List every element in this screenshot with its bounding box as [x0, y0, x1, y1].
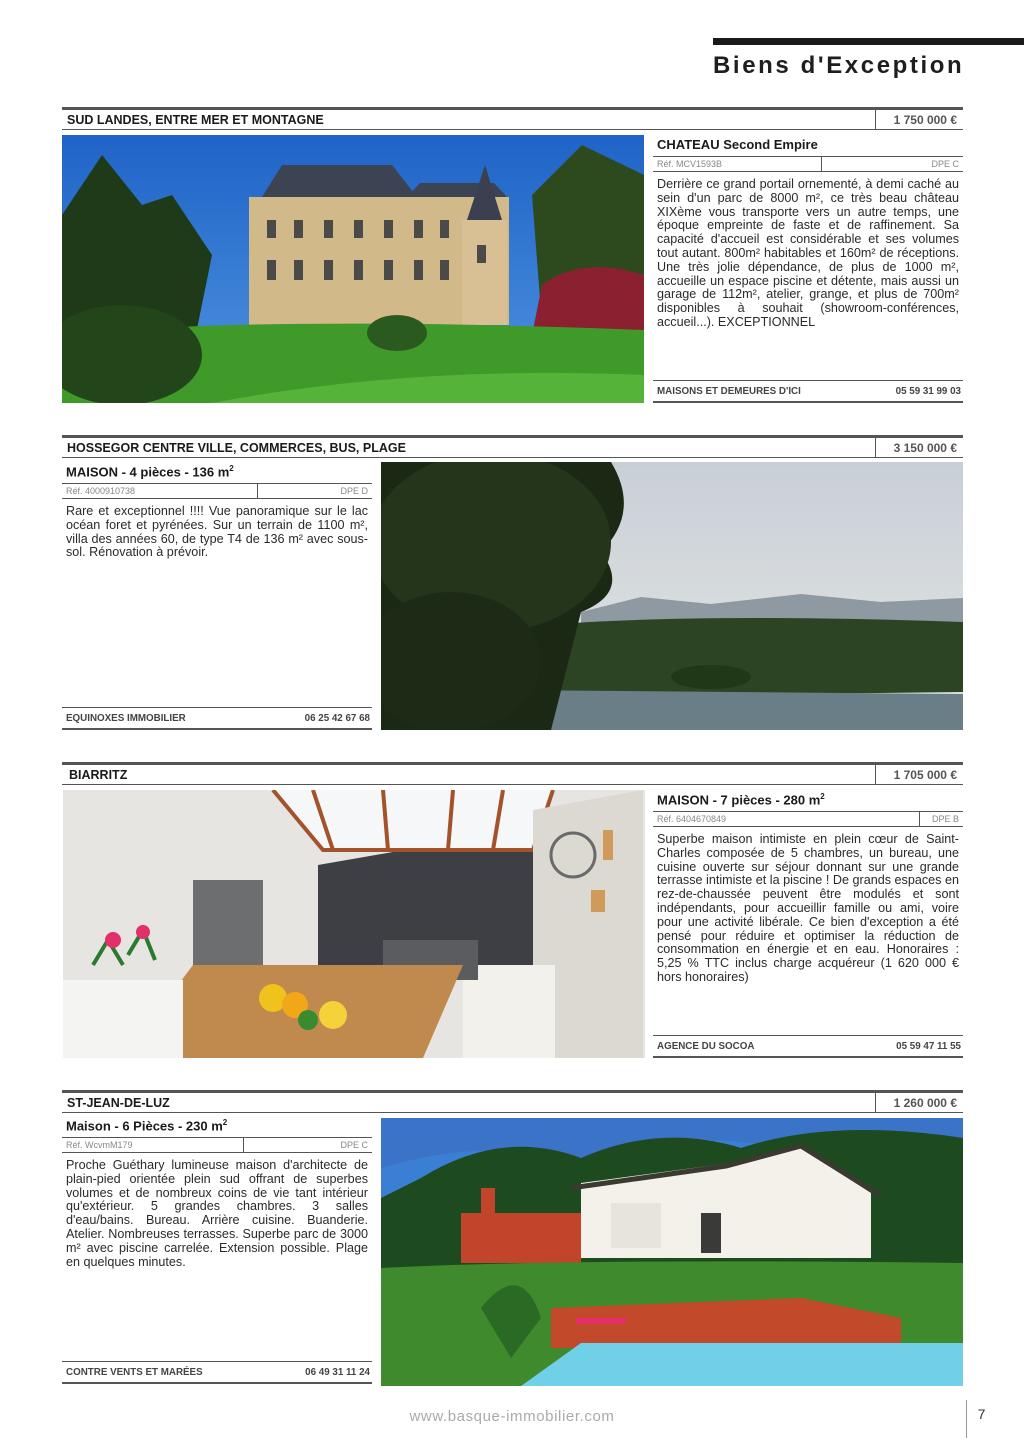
agency-name: AGENCE DU SOCOA — [657, 1041, 755, 1052]
listing-header — [62, 435, 963, 458]
reference-row — [62, 484, 372, 499]
dpe-rating: DPE C — [340, 1140, 368, 1150]
agency-phone: 06 25 42 67 68 — [304, 713, 370, 724]
agency-name: EQUINOXES IMMOBILIER — [66, 713, 186, 724]
listing-info — [62, 1116, 372, 1386]
reference: Réf. 6404670849 — [657, 814, 727, 824]
villa-pool-photo — [381, 1118, 963, 1386]
listing-location: HOSSEGOR CENTRE VILLE, COMMERCES, BUS, PLAGE — [67, 441, 406, 455]
property-title: MAISON - 4 pièces - 136 $m^2$ — [62, 462, 372, 484]
agency-name: MAISONS ET DEMEURES D'ICI — [657, 386, 801, 397]
property-title: MAISON - 7 pièces - 280 $m^2$ — [653, 790, 963, 812]
property-title: Maison - 6 Pièces - 230 $m^2$ — [62, 1116, 372, 1138]
chateau-photo — [62, 135, 644, 403]
listing — [62, 1090, 963, 1388]
reference-row — [62, 1138, 372, 1153]
property-description: Superbe maison intimiste en plein cœur de Saint-Charles composée de 5 chambres, un bureau, une cuisine ouverte sur séjour donnant sur une grande terrasse intimiste et la piscine ! De grands espaces en rez-de-chaussée peuvent être modulés et sont indépendants, pour accueillir famille ou ami, voire pour une activité libérale. Ce bien d'exception a été pensé pour réduire et optimiser la réduction de consommation en énergie et en eau. Honoraires : 5,25 % TTC inclus charge acquéreur (1 620 000 € hors honoraires) — [657, 832, 959, 984]
reference-row — [653, 812, 963, 827]
listing-header — [62, 107, 963, 130]
listing — [62, 435, 963, 733]
agency-name: CONTRE VENTS ET MARÉES — [66, 1367, 203, 1378]
listing-location: SUD LANDES, ENTRE MER ET MONTAGNE — [67, 113, 324, 127]
footer-website: www.basque-immobilier.com — [409, 1408, 615, 1425]
property-description: Derrière ce grand portail ornementé, à demi caché au sein d'un parc de 8000 m², ce très beau château XIXème vous transporte vers un autre temps, une époque empreinte de faste et de raffinement. Sa capacité d'accueil est considérable et ses volumes tout autant. 800m² habitables et 160m² de réceptions. Une très jolie dépendance, de plus de 1000 m², accueille un espace piscine et détente, mais aussi un garage de 112m², atelier, grange, et plus de 700m² disponibles à souhait (showroom-conférences, accueil...). EXCEPTIONNEL — [657, 177, 959, 329]
property-description: Proche Guéthary lumineuse maison d'architecte de plain-pied orientée plein sud offrant de superbes volumes et de nombreux coins de vie tant intérieur qu'extérieur. 5 grandes chambres. 3 salles d'eau/bains. Bureau. Arrière cuisine. Buanderie. Atelier. Nombreuses terrasses. Superbe parc de 3000 m² avec piscine carrelée. Extension possible. Plage en quelques minutes. — [66, 1158, 368, 1269]
agency-phone: 05 59 47 11 55 — [896, 1041, 961, 1052]
dpe-rating: DPE C — [931, 159, 959, 169]
header-bar — [713, 38, 1024, 45]
dpe-rating: DPE D — [340, 486, 368, 496]
dpe-rating: DPE B — [931, 814, 959, 824]
property-title: CHATEAU Second Empire — [653, 135, 963, 157]
page-number: 7 — [966, 1400, 996, 1438]
listing-info — [653, 135, 963, 405]
listing — [62, 107, 963, 405]
listing-location: ST-JEAN-DE-LUZ — [67, 1096, 170, 1110]
listing-info — [653, 790, 963, 1060]
agency-row — [653, 380, 963, 403]
agency-row — [653, 1035, 963, 1058]
listing-header — [62, 1090, 963, 1113]
listing-location: BIARRITZ — [69, 768, 128, 782]
property-description: Rare et exceptionnel !!!! Vue panoramique sur le lac océan foret et pyrénées. Sur un terrain de 1100 m², villa des années 60, de type T4 de 136 m² avec sous-sol. Rénovation à prévoir. — [66, 504, 368, 560]
listing-price: 1 750 000 € — [875, 110, 963, 129]
listing-price: 1 260 000 € — [875, 1093, 963, 1112]
reference-row — [653, 157, 963, 172]
kitchen-photo — [63, 790, 645, 1058]
reference: Réf. MCV1593B — [657, 159, 723, 169]
agency-row — [62, 707, 372, 730]
page-title: Biens d'Exception — [713, 52, 965, 79]
lake-view-photo — [381, 462, 963, 730]
listing-price: 1 705 000 € — [875, 765, 963, 784]
listing-header — [62, 762, 963, 785]
listing-price: 3 150 000 € — [875, 438, 963, 457]
reference: Réf. WcvmM179 — [66, 1140, 133, 1150]
agency-phone: 06 49 31 11 24 — [305, 1367, 370, 1378]
reference: Réf. 4000910738 — [66, 486, 136, 496]
agency-phone: 05 59 31 99 03 — [895, 386, 961, 397]
listing — [62, 762, 963, 1060]
listing-info — [62, 462, 372, 732]
agency-row — [62, 1361, 372, 1384]
